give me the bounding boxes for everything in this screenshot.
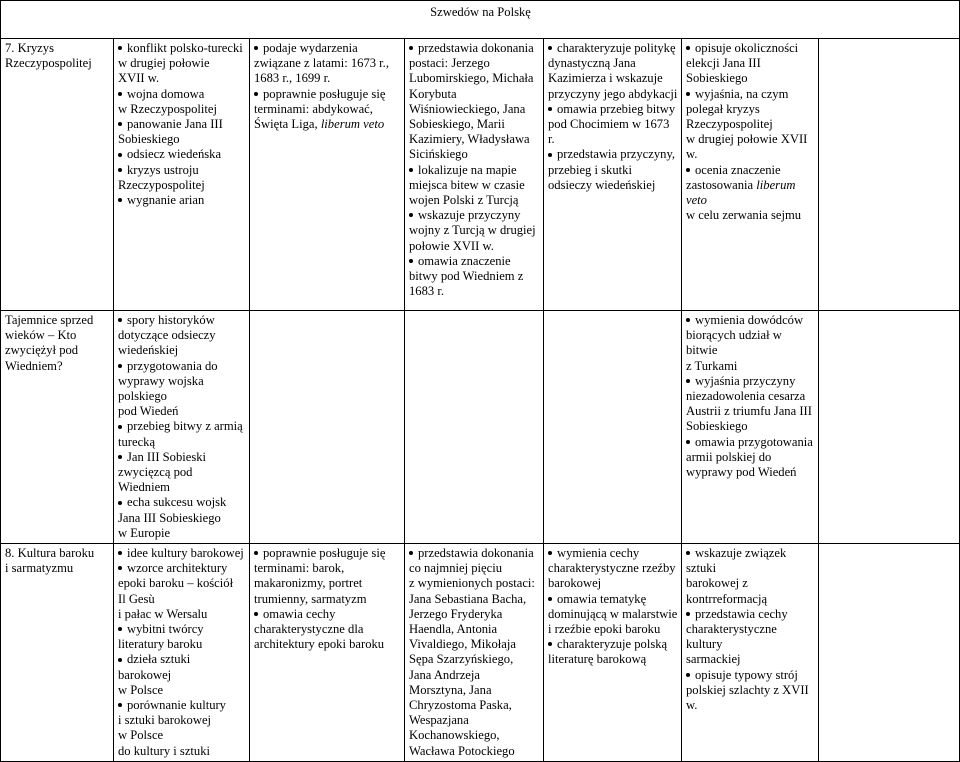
list-item <box>548 102 678 148</box>
bullet-icon <box>118 364 122 368</box>
list-item <box>118 622 246 652</box>
list-item <box>118 87 246 117</box>
list-item-text: odsiecz wiedeńska <box>127 147 222 162</box>
list-item-text: wymienia dowódców biorących udział w bitwie z Turkami <box>686 313 804 373</box>
content-cell <box>544 39 682 311</box>
bullet-list <box>254 546 401 652</box>
header-text: Szwedów na Polskę <box>430 5 531 19</box>
empty-cell <box>250 311 405 544</box>
bullet-list <box>409 546 540 759</box>
bullet-icon <box>686 379 690 383</box>
list-item-text: lokalizuje na mapie miejsca bitew w czasie wojen Polski z Turcją <box>409 162 525 208</box>
bullet-icon <box>118 703 122 707</box>
content-cell <box>114 311 250 544</box>
empty-cell <box>819 311 960 544</box>
bullet-icon <box>118 658 122 662</box>
content-cell <box>250 544 405 762</box>
list-item-text: kryzys ustroju Rzeczypospolitej <box>118 162 205 192</box>
list-item <box>254 607 401 653</box>
list-item-text: charakteryzuje polską literaturę barokową <box>548 637 668 667</box>
bullet-list <box>686 41 815 223</box>
content-cell <box>405 39 544 311</box>
list-item <box>686 87 815 163</box>
bullet-icon <box>548 153 552 157</box>
topic-cell <box>1 311 114 544</box>
empty-cell <box>819 39 960 311</box>
list-item-text: omawia przebieg bitwy pod Chocimiem w 1673 r. <box>548 101 676 147</box>
bullet-icon <box>118 46 122 50</box>
list-item-text: podaje wydarzenia związane z latami: 1673 r., 1683 r., 1699 r. <box>254 41 389 86</box>
list-item-text: konflikt polsko-turecki w drugiej połowie XVII w. <box>118 41 243 86</box>
bullet-icon <box>409 168 413 172</box>
list-item <box>686 313 815 374</box>
bullet-list <box>118 546 246 759</box>
list-item <box>254 87 401 133</box>
list-item-text: wojna domowa w Rzeczypospolitej <box>118 86 217 116</box>
bullet-icon <box>118 551 122 555</box>
table-row <box>1 544 960 762</box>
bullet-icon <box>118 92 122 96</box>
bullet-icon <box>686 551 690 555</box>
list-item-text: porównanie kultury i sztuki barokowej w Polsce do kultury i sztuki <box>118 698 226 758</box>
list-item-text: wskazuje związek sztuki barokowej z kontrreformacją <box>686 546 787 606</box>
bullet-icon <box>548 597 552 601</box>
bullet-icon <box>118 318 122 322</box>
bullet-icon <box>686 46 690 50</box>
content-cell <box>114 544 250 762</box>
empty-cell <box>405 311 544 544</box>
bullet-list <box>254 41 401 132</box>
content-cell <box>405 544 544 762</box>
list-item <box>118 359 246 420</box>
list-item <box>118 419 246 449</box>
list-item-text: idee kultury barokowej <box>127 546 244 561</box>
bullet-list <box>548 41 678 193</box>
header-cell <box>1 1 960 39</box>
content-cell <box>114 39 250 311</box>
list-item <box>118 147 246 162</box>
list-item-text: omawia przygotowania armii polskiej do wyprawy pod Wiedeń <box>686 434 813 480</box>
list-item-text: echa sukcesu wojsk Jana III Sobieskiego w Europie <box>118 495 227 540</box>
topic-text: 8. Kultura baroku i sarmatyzmu <box>5 546 95 576</box>
list-item <box>118 163 246 193</box>
list-item-text: przedstawia dokonania co najmniej pięciu z wymienionych postaci: Jana Sebastiana Bacha, Jerzego Fryderyka Haendla, Antonia Vivaldiego, Mikołaja Sępa Szarzyńskiego, Jana Andrzeja Morsztyna, Jana Chryzostoma Paska, Wespazjana Kochanowskiego, Wacława Potockiego <box>409 546 535 758</box>
list-item <box>118 117 246 147</box>
list-item-text: przedstawia przyczyny, przebieg i skutki odsieczy wiedeńskiej <box>548 147 676 192</box>
header-row <box>1 1 960 39</box>
list-item-text: wybitni twórcy literatury baroku <box>118 622 204 652</box>
list-item-text: wygnanie arian <box>127 193 205 208</box>
bullet-icon <box>548 46 552 50</box>
list-item-text: spory historyków dotyczące odsieczy wiedeńskiej <box>118 313 216 358</box>
list-item-text: charakteryzuje politykę dynastyczną Jana Kazimierza i wskazuje przyczyny jego abdykacji <box>548 41 678 101</box>
list-item-text: wyjaśnia przyczyny niezadowolenia cesarza Austrii z triumfu Jana III Sobieskiego <box>686 373 812 434</box>
table-row <box>1 39 960 311</box>
list-item-text: przebieg bitwy z armią turecką <box>118 419 243 449</box>
bullet-icon <box>118 153 122 157</box>
empty-cell <box>819 544 960 762</box>
list-item-text: przedstawia cechy charakterystyczne kultury sarmackiej <box>686 606 788 667</box>
bullet-icon <box>686 92 690 96</box>
bullet-list <box>686 546 815 713</box>
bullet-icon <box>409 46 413 50</box>
bullet-icon <box>548 107 552 111</box>
topic-cell <box>1 544 114 762</box>
content-cell <box>682 544 819 762</box>
bullet-icon <box>686 168 690 172</box>
list-item-text: przedstawia dokonania postaci: Jerzego Lubomirskiego, Michała Korybuta Wiśniowieckiego, Jana Sobieskiego, Marii Kazimiery, Władysława Sicińskiego <box>409 41 534 162</box>
list-item-text: Jan III Sobieski zwycięzcą pod Wiedniem <box>118 449 207 495</box>
bullet-list <box>409 41 540 299</box>
bullet-icon <box>409 213 413 217</box>
list-item-text: poprawnie posługuje się terminami: barok, makaronizmy, portret trumienny, sarmatyzm <box>254 546 386 606</box>
list-item <box>548 637 678 667</box>
bullet-list <box>118 313 246 541</box>
bullet-icon <box>118 627 122 631</box>
content-cell <box>682 39 819 311</box>
list-item-text: omawia tematykę dominującą w malarstwie i rzeźbie epoki baroku <box>548 591 678 637</box>
list-item <box>548 147 678 193</box>
bullet-icon <box>118 566 122 570</box>
list-item <box>254 41 401 87</box>
list-item <box>118 313 246 359</box>
list-item <box>686 607 815 668</box>
list-item <box>118 41 246 87</box>
bullet-icon <box>118 122 122 126</box>
list-item <box>118 450 246 496</box>
list-item-text: opisuje typowy strój polskiej szlachty z XVII w. <box>686 667 809 713</box>
list-item <box>254 546 401 607</box>
bullet-icon <box>254 612 258 616</box>
topic-cell <box>1 39 114 311</box>
bullet-icon <box>118 501 122 505</box>
bullet-icon <box>118 198 122 202</box>
list-item-text: wyjaśnia, na czym polegał kryzys Rzeczypospolitej w drugiej połowie XVII w. <box>686 86 808 162</box>
bullet-icon <box>118 168 122 172</box>
content-cell <box>250 39 405 311</box>
list-item <box>118 546 246 561</box>
list-item <box>118 698 246 759</box>
list-item-text: dzieła sztuki barokowej w Polsce <box>118 652 191 697</box>
list-item <box>118 193 246 208</box>
list-item-text: poprawnie posługuje się terminami: abdykować, Święta Liga, liberum veto <box>254 86 386 132</box>
bullet-list <box>548 546 678 668</box>
content-cell <box>544 544 682 762</box>
list-item <box>686 668 815 714</box>
topic-text: Tajemnice sprzed wieków – Kto zwyciężył pod Wiedniem? <box>5 313 94 373</box>
bullet-icon <box>548 642 552 646</box>
list-item <box>686 374 815 435</box>
list-item-text: ocenia znaczenie zastosowania liberum veto w celu zerwania sejmu <box>686 162 802 223</box>
list-item <box>409 163 540 209</box>
list-item <box>686 163 815 224</box>
bullet-list <box>118 41 246 208</box>
list-item <box>686 435 815 481</box>
topic-text: 7. Kryzys Rzeczypospolitej <box>5 41 92 71</box>
list-item <box>118 495 246 541</box>
list-item <box>548 592 678 638</box>
list-item <box>686 546 815 607</box>
bullet-icon <box>686 612 690 616</box>
bullet-icon <box>686 440 690 444</box>
list-item-text: wzorce architektury epoki baroku – kościół Il Gesù i pałac w Wersalu <box>118 561 234 621</box>
list-item <box>409 254 540 300</box>
list-item <box>548 41 678 102</box>
list-item-text: wskazuje przyczyny wojny z Turcją w drugiej połowie XVII w. <box>409 208 536 253</box>
bullet-icon <box>409 551 413 555</box>
list-item <box>118 561 246 622</box>
table-row <box>1 311 960 544</box>
content-cell <box>682 311 819 544</box>
bullet-icon <box>548 551 552 555</box>
list-item <box>548 546 678 592</box>
list-item <box>686 41 815 87</box>
list-item <box>409 41 540 163</box>
bullet-icon <box>254 92 258 96</box>
bullet-icon <box>118 425 122 429</box>
bullet-icon <box>118 455 122 459</box>
list-item-text: wymienia cechy charakterystyczne rzeźby barokowej <box>548 546 676 591</box>
list-item-text: opisuje okoliczności elekcji Jana III Sobieskiego <box>686 41 799 86</box>
list-item <box>409 208 540 254</box>
list-item-text: omawia cechy charakterystyczne dla architektury epoki baroku <box>254 606 385 652</box>
bullet-icon <box>686 673 690 677</box>
bullet-icon <box>409 259 413 263</box>
bullet-icon <box>686 318 690 322</box>
list-item-text: panowanie Jana III Sobieskiego <box>118 117 223 147</box>
empty-cell <box>544 311 682 544</box>
bullet-icon <box>254 551 258 555</box>
bullet-icon <box>254 46 258 50</box>
bullet-list <box>686 313 815 480</box>
list-item-text: omawia znaczenie bitwy pod Wiedniem z 1683 r. <box>409 253 524 299</box>
list-item <box>409 546 540 759</box>
list-item-text: przygotowania do wyprawy wojska polskiego pod Wiedeń <box>118 358 218 419</box>
list-item <box>118 652 246 698</box>
